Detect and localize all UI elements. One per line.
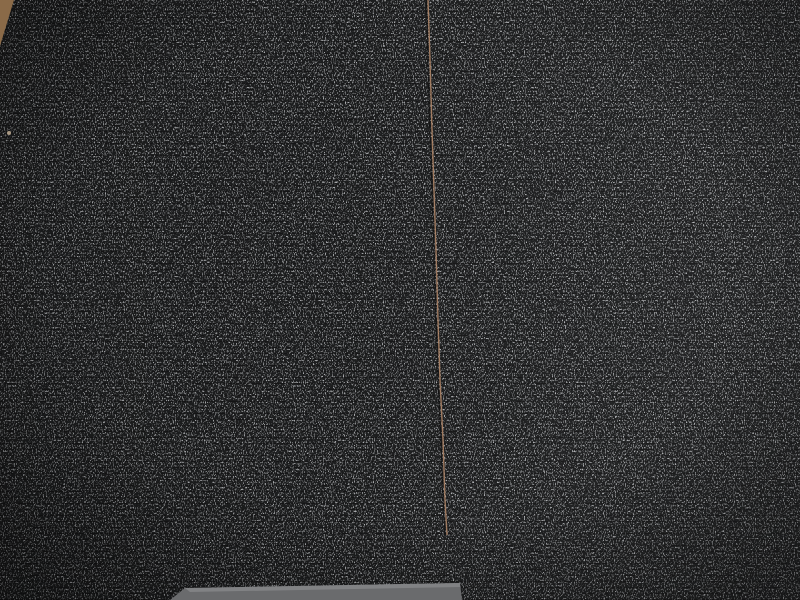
corner-speck <box>7 131 11 135</box>
